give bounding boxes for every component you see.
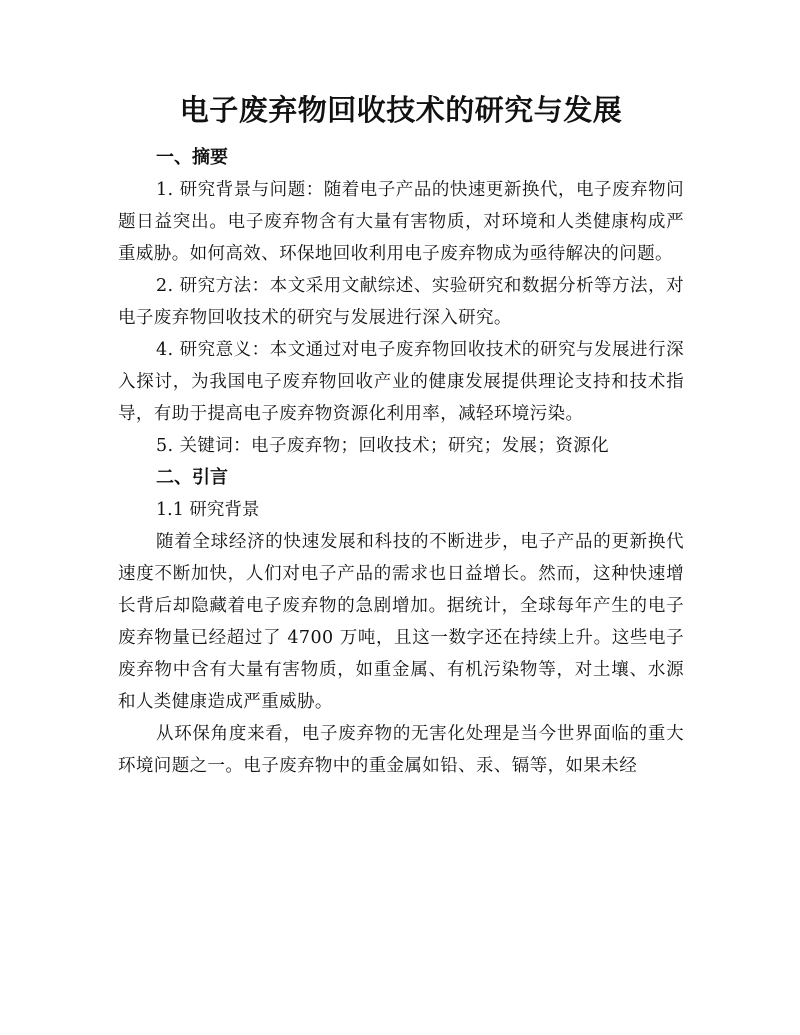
abstract-paragraph-3: 4. 研究意义：本文通过对电子废弃物回收技术的研究与发展进行深入探讨，为我国电子废弃物回收产业的健康发展提供理论支持和技术指导，有助于提高电子废弃物资源化利用率，减轻环境污染。 xyxy=(118,340,684,424)
document-title: 电子废弃物回收技术的研究与发展 xyxy=(179,93,623,127)
keywords-paragraph: 5. 关键词：电子废弃物；回收技术；研究；发展；资源化 xyxy=(156,436,610,456)
abstract-paragraph-2: 2. 研究方法：本文采用文献综述、实验研究和数据分析等方法，对电子废弃物回收技术的研究与发展进行深入研究。 xyxy=(118,276,684,328)
intro-subheading: 1.1 研究背景 xyxy=(156,500,260,520)
document-page xyxy=(118,90,684,782)
intro-paragraph-1: 随着全球经济的快速发展和科技的不断进步，电子产品的更新换代速度不断加快，人们对电子产品的需求也日益增长。然而，这种快速增长背后却隐藏着电子废弃物的急剧增加。据统计，全球每年产生的电子废弃物量已经超过了 4700 万吨，且这一数字还在持续上升。这些电子废弃物中含有大量有害物质，如重金属、有机污染物等，对土壤、水源和人类健康造成严重威胁。 xyxy=(118,532,684,712)
abstract-paragraph-1: 1. 研究背景与问题：随着电子产品的快速更新换代，电子废弃物问题日益突出。电子废弃物含有大量有害物质，对环境和人类健康构成严重威胁。如何高效、环保地回收利用电子废弃物成为亟待解决的问题。 xyxy=(118,180,684,264)
intro-heading: 二、引言 xyxy=(156,467,228,488)
abstract-heading: 一、摘要 xyxy=(156,147,228,168)
intro-paragraph-2: 从环保角度来看，电子废弃物的无害化处理是当今世界面临的重大环境问题之一。电子废弃物中的重金属如铅、汞、镉等，如果未经 xyxy=(118,724,684,776)
